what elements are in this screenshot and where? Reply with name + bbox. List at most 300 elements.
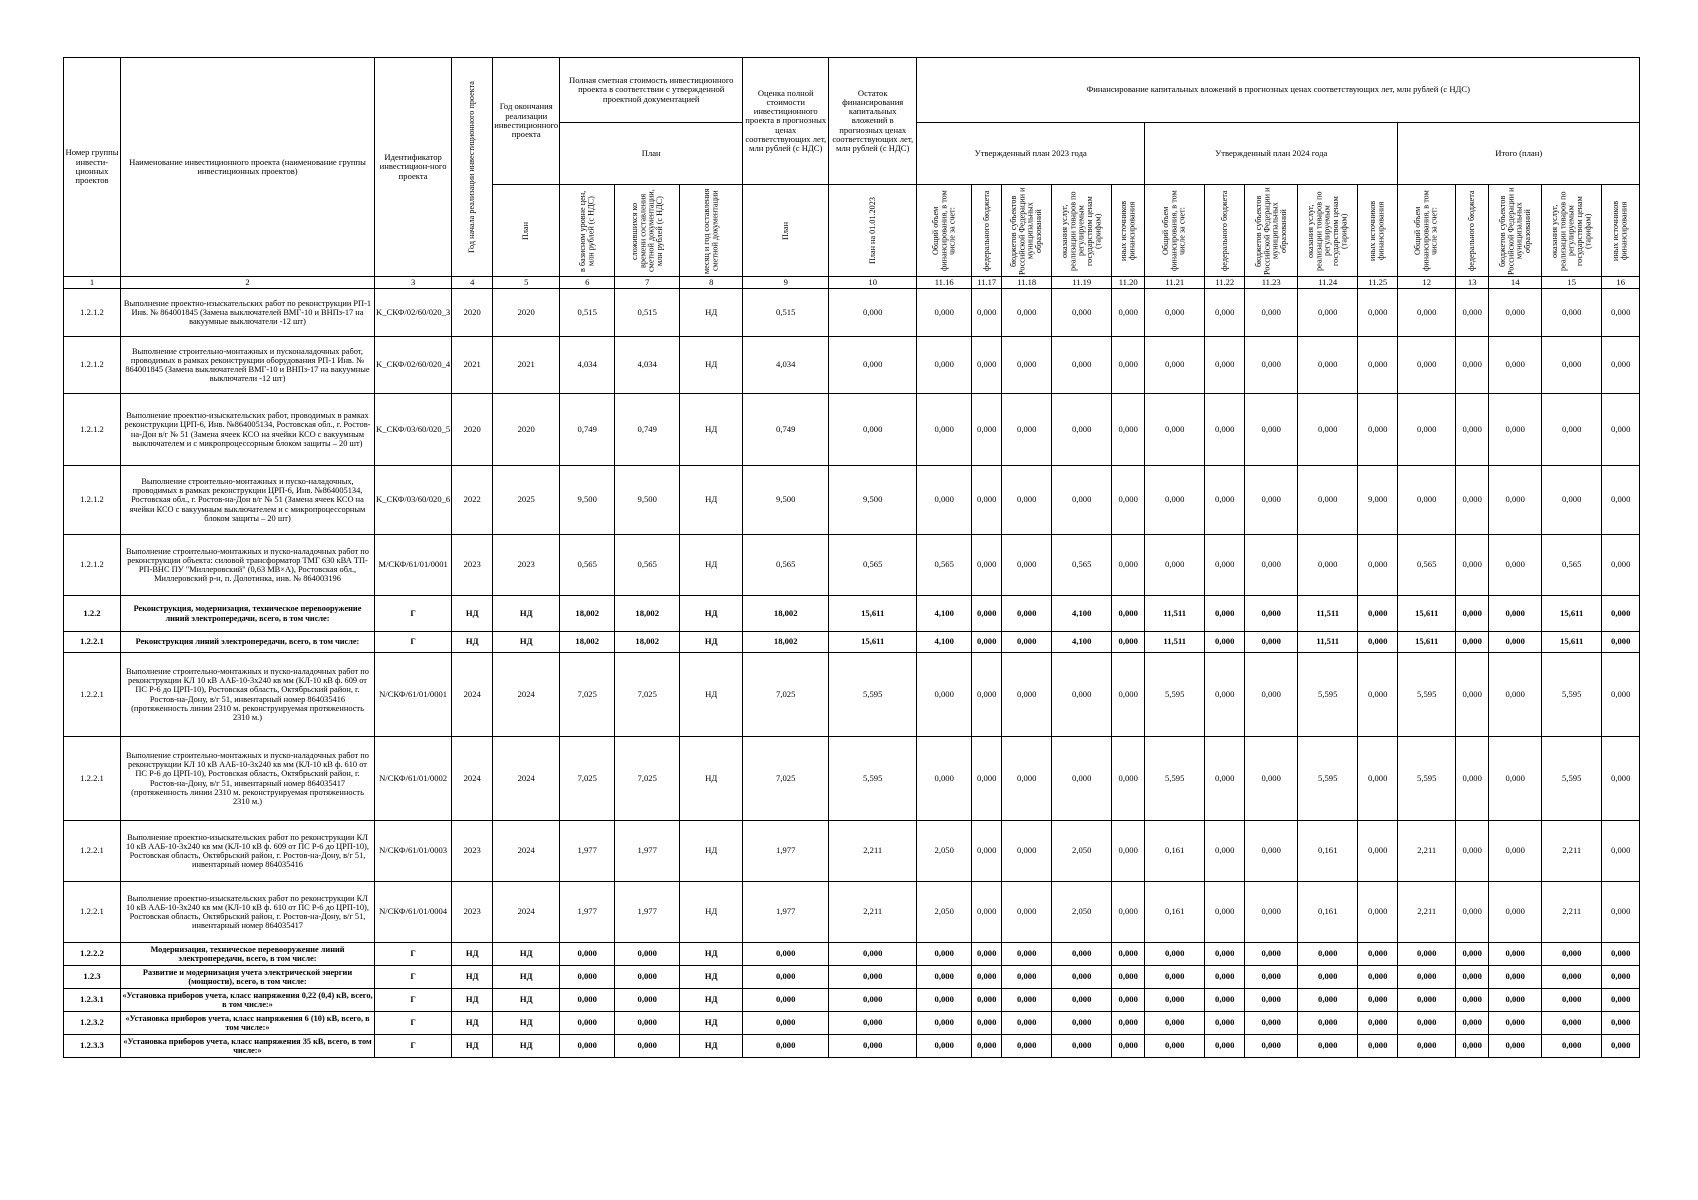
row-value-cell: 0,749 — [615, 394, 680, 466]
row-value-cell: 0,000 — [1002, 821, 1052, 882]
row-value-cell: НД — [680, 943, 743, 966]
row-value-cell: 1,977 — [743, 821, 829, 882]
row-value-cell: 0,000 — [1542, 1012, 1602, 1035]
row-value-cell: 0,000 — [1358, 966, 1398, 989]
row-value-cell: 2024 — [493, 737, 560, 821]
column-number: 11.18 — [1002, 277, 1052, 289]
header-id: Идентификатор инвестицион-ного проекта — [375, 58, 452, 277]
row-value-cell: 0,000 — [1112, 466, 1145, 535]
row-value-cell: 2023 — [452, 821, 493, 882]
row-value-cell: 0,000 — [829, 989, 917, 1012]
row-value-cell: 0,000 — [1245, 596, 1298, 632]
row-value-cell: 0,000 — [1145, 535, 1205, 596]
column-number: 4 — [452, 277, 493, 289]
row-value-cell: 0,000 — [1002, 394, 1052, 466]
row-value-cell: 15,611 — [829, 596, 917, 632]
row-value-cell: 0,000 — [1358, 632, 1398, 653]
row-value-cell: 2024 — [493, 821, 560, 882]
header-cost-base: в базисном уровне цен, млн рублей (с НДС) — [560, 185, 615, 277]
row-value-cell: 0,000 — [829, 1035, 917, 1058]
row-value-cell: 0,000 — [1205, 943, 1245, 966]
column-number: 11.23 — [1245, 277, 1298, 289]
row-value-cell: 11,511 — [1298, 596, 1358, 632]
row-value-cell: 0,000 — [1489, 289, 1542, 337]
row-value-cell: 0,000 — [972, 535, 1002, 596]
row-project-name: Выполнение строительно-монтажных и пуско-наладочных работ по реконструкции КЛ 10 кВ ААБ-10-3х240 кв мм (КЛ-10 кВ ф. 610 от ПС Р-6 до ЦРП-10), Ростовская область, Октябрьский район, г. Ростов-на-Дону, в/г 51, инвентарный номер 864035417 (протяженность линии 2310 м. реконструируемая протяженность 2310 м.) — [121, 737, 375, 821]
row-value-cell: 0,000 — [1602, 821, 1640, 882]
row-value-cell: 2020 — [452, 394, 493, 466]
table-row — [64, 1012, 1640, 1035]
row-value-cell: НД — [680, 466, 743, 535]
row-value-cell: 0,515 — [560, 289, 615, 337]
row-value-cell: 0,000 — [972, 289, 1002, 337]
row-value-cell: 18,002 — [615, 632, 680, 653]
row-value-cell: 0,000 — [829, 943, 917, 966]
row-value-cell: 0,000 — [1002, 966, 1052, 989]
row-value-cell: 0,000 — [1358, 882, 1398, 943]
row-group-number: 1.2.1.2 — [64, 337, 121, 394]
row-value-cell: 0,000 — [1245, 289, 1298, 337]
row-project-id: N/СКФ/61/01/0004 — [375, 882, 452, 943]
row-project-name: Развитие и модернизация учета электрической энергии (мощности), всего, в том числе: — [121, 966, 375, 989]
row-value-cell: 2,211 — [829, 821, 917, 882]
row-value-cell: 0,000 — [972, 989, 1002, 1012]
row-value-cell: 15,611 — [1398, 632, 1456, 653]
row-value-cell: 2,211 — [1542, 821, 1602, 882]
table-row — [64, 394, 1640, 466]
header-year-start: Год начала реализации инвестиционного проекта — [452, 58, 493, 277]
row-value-cell: 0,000 — [743, 966, 829, 989]
row-value-cell: 0,000 — [1052, 653, 1112, 737]
row-value-cell: 0,000 — [1456, 821, 1489, 882]
row-project-id: M/СКФ/61/01/0001 — [375, 535, 452, 596]
header-2024-total: Общий объем финансирования, в том числе за счет: — [1145, 185, 1205, 277]
row-value-cell: 0,000 — [1456, 966, 1489, 989]
row-value-cell: НД — [452, 966, 493, 989]
row-value-cell: НД — [493, 596, 560, 632]
row-value-cell: 0,000 — [1542, 337, 1602, 394]
row-value-cell: 0,000 — [1052, 943, 1112, 966]
column-number: 7 — [615, 277, 680, 289]
row-value-cell: 0,000 — [1112, 943, 1145, 966]
row-value-cell: 0,565 — [1052, 535, 1112, 596]
row-value-cell: 0,000 — [1602, 1035, 1640, 1058]
row-group-number: 1.2.2.1 — [64, 632, 121, 653]
row-value-cell: 11,511 — [1145, 632, 1205, 653]
row-value-cell: 0,000 — [1052, 337, 1112, 394]
row-value-cell: 9,500 — [560, 466, 615, 535]
header-year-end: Год окончания реализации инвестиционного проекта — [493, 58, 560, 185]
row-value-cell: 0,565 — [917, 535, 972, 596]
row-value-cell: 18,002 — [560, 632, 615, 653]
header-2024-regional: бюджетов субъектов Российской Федерации и муниципальных образований — [1245, 185, 1298, 277]
row-value-cell: НД — [680, 535, 743, 596]
header-total-regional: бюджетов субъектов Российской Федерации и муниципальных образований — [1489, 185, 1542, 277]
row-value-cell: 0,000 — [560, 943, 615, 966]
row-value-cell: 0,000 — [1245, 989, 1298, 1012]
row-project-id: Г — [375, 966, 452, 989]
row-value-cell: 0,000 — [1205, 1035, 1245, 1058]
row-value-cell: 0,000 — [829, 394, 917, 466]
row-project-id: Г — [375, 632, 452, 653]
row-value-cell: НД — [680, 632, 743, 653]
row-value-cell: 0,000 — [1398, 337, 1456, 394]
row-value-cell: 5,595 — [1398, 653, 1456, 737]
row-value-cell: НД — [452, 1035, 493, 1058]
row-value-cell: 0,000 — [972, 821, 1002, 882]
row-value-cell: НД — [493, 989, 560, 1012]
row-value-cell: 0,000 — [1245, 466, 1298, 535]
row-value-cell: 0,000 — [1145, 966, 1205, 989]
row-project-id: Г — [375, 943, 452, 966]
column-number: 11.20 — [1112, 277, 1145, 289]
row-value-cell: 0,000 — [1602, 653, 1640, 737]
column-number: 15 — [1542, 277, 1602, 289]
row-value-cell: 0,000 — [1298, 466, 1358, 535]
row-value-cell: 0,000 — [1602, 989, 1640, 1012]
row-value-cell: 2024 — [493, 653, 560, 737]
row-value-cell: 0,000 — [1245, 737, 1298, 821]
row-value-cell: 0,000 — [1456, 737, 1489, 821]
row-value-cell: 0,000 — [1602, 943, 1640, 966]
row-value-cell: НД — [680, 882, 743, 943]
row-value-cell: НД — [493, 966, 560, 989]
row-group-number: 1.2.1.2 — [64, 535, 121, 596]
row-group-number: 1.2.2.1 — [64, 882, 121, 943]
row-value-cell: 1,977 — [560, 821, 615, 882]
row-value-cell: 0,000 — [1245, 394, 1298, 466]
row-value-cell: 0,749 — [560, 394, 615, 466]
row-value-cell: 5,595 — [829, 653, 917, 737]
row-value-cell: 11,511 — [1298, 632, 1358, 653]
row-value-cell: 0,000 — [1052, 989, 1112, 1012]
row-value-cell: 4,034 — [615, 337, 680, 394]
row-value-cell: 0,000 — [1052, 966, 1112, 989]
row-value-cell: 0,000 — [1112, 289, 1145, 337]
row-value-cell: 0,000 — [1298, 1012, 1358, 1035]
row-value-cell: 0,000 — [1052, 289, 1112, 337]
row-value-cell: 5,595 — [1145, 653, 1205, 737]
row-value-cell: 7,025 — [560, 653, 615, 737]
row-group-number: 1.2.1.2 — [64, 466, 121, 535]
row-value-cell: 0,000 — [615, 943, 680, 966]
row-value-cell: 0,000 — [1205, 966, 1245, 989]
header-total-other: иных источников финансирования — [1602, 185, 1640, 277]
row-value-cell: 0,000 — [1358, 737, 1398, 821]
column-number: 12 — [1398, 277, 1456, 289]
row-value-cell: 0,000 — [1456, 653, 1489, 737]
header-estimate-plan: План — [743, 185, 829, 277]
row-value-cell: 0,000 — [1542, 466, 1602, 535]
row-value-cell: 0,000 — [1112, 737, 1145, 821]
row-value-cell: 0,000 — [1358, 289, 1398, 337]
row-value-cell: 0,000 — [743, 1012, 829, 1035]
row-value-cell: 0,000 — [1398, 289, 1456, 337]
row-value-cell: 0,000 — [1358, 1035, 1398, 1058]
row-value-cell: 2,050 — [1052, 882, 1112, 943]
row-value-cell: 2020 — [493, 394, 560, 466]
row-value-cell: 0,000 — [560, 1012, 615, 1035]
row-value-cell: 0,000 — [1602, 632, 1640, 653]
row-value-cell: 0,000 — [560, 989, 615, 1012]
row-project-name: «Установка приборов учета, класс напряжения 0,22 (0,4) кВ, всего, в том числе:» — [121, 989, 375, 1012]
row-value-cell: 0,000 — [1298, 989, 1358, 1012]
row-group-number: 1.2.2.1 — [64, 737, 121, 821]
row-value-cell: 0,000 — [1398, 1012, 1456, 1035]
row-value-cell: 0,000 — [1002, 989, 1052, 1012]
row-value-cell: 0,000 — [1145, 1035, 1205, 1058]
row-group-number: 1.2.3 — [64, 966, 121, 989]
row-value-cell: 15,611 — [1542, 632, 1602, 653]
row-value-cell: 2021 — [493, 337, 560, 394]
row-group-number: 1.2.1.2 — [64, 394, 121, 466]
row-value-cell: НД — [680, 653, 743, 737]
table-row — [64, 596, 1640, 632]
row-value-cell: НД — [493, 632, 560, 653]
row-value-cell: 0,000 — [1602, 1012, 1640, 1035]
row-value-cell: НД — [680, 737, 743, 821]
row-value-cell: 11,511 — [1145, 596, 1205, 632]
row-value-cell: НД — [452, 943, 493, 966]
row-value-cell: 0,000 — [1456, 989, 1489, 1012]
row-value-cell: НД — [452, 632, 493, 653]
header-plan-total: Итого (план) — [1398, 123, 1640, 185]
header-full-cost: Полная сметная стоимость инвестиционного проекта в соответствии с утвержденной проектной документацией — [560, 58, 743, 123]
row-value-cell: 0,000 — [1456, 1012, 1489, 1035]
header-2023-total: Общий объем финансирования, в том числе за счет: — [917, 185, 972, 277]
column-number: 1 — [64, 277, 121, 289]
row-project-id: K_СКФ/02/60/020_3 — [375, 289, 452, 337]
row-project-id: Г — [375, 989, 452, 1012]
row-value-cell: 7,025 — [615, 653, 680, 737]
row-value-cell: НД — [680, 966, 743, 989]
row-value-cell: 0,000 — [1245, 653, 1298, 737]
row-value-cell: 0,000 — [1002, 1035, 1052, 1058]
row-value-cell: 18,002 — [743, 596, 829, 632]
row-value-cell: 0,000 — [1398, 394, 1456, 466]
row-value-cell: 0,000 — [1205, 737, 1245, 821]
row-project-name: «Установка приборов учета, класс напряжения 6 (10) кВ, всего, в том числе:» — [121, 1012, 375, 1035]
row-value-cell: 0,000 — [1542, 289, 1602, 337]
column-number: 14 — [1489, 277, 1542, 289]
table-row — [64, 1035, 1640, 1058]
row-value-cell: 1,977 — [560, 882, 615, 943]
row-value-cell: 0,000 — [1002, 653, 1052, 737]
row-group-number: 1.2.2 — [64, 596, 121, 632]
row-value-cell: 0,000 — [1602, 737, 1640, 821]
row-project-name: Выполнение строительно-монтажных и пуско-наладочных, проводимых в рамках реконструкции ЦРП-6, Инв. №864005134, Ростовская обл., г. Ростов-на-Дон в/г № 51 (Замена ячеек КСО на ячейки КСО с вакуумным выключателем и с микропроцессорным блоком защиты – 20 шт) — [121, 466, 375, 535]
row-value-cell: 0,000 — [1245, 966, 1298, 989]
row-value-cell: 0,000 — [972, 1035, 1002, 1058]
row-value-cell: 0,000 — [1456, 596, 1489, 632]
row-value-cell: 0,000 — [1052, 466, 1112, 535]
table-row — [64, 653, 1640, 737]
row-value-cell: 0,000 — [1145, 466, 1205, 535]
row-value-cell: 0,000 — [1489, 596, 1542, 632]
row-value-cell: 2024 — [452, 737, 493, 821]
row-value-cell: 0,000 — [1298, 337, 1358, 394]
row-value-cell: 0,000 — [1002, 943, 1052, 966]
row-value-cell: 0,000 — [1602, 466, 1640, 535]
row-value-cell: 0,000 — [1205, 989, 1245, 1012]
row-value-cell: 0,000 — [917, 466, 972, 535]
row-value-cell: 0,000 — [560, 966, 615, 989]
header-2024-federal: федерального бюджета — [1205, 185, 1245, 277]
row-value-cell: 0,000 — [1358, 596, 1398, 632]
row-value-cell: 0,000 — [829, 337, 917, 394]
row-project-id: Г — [375, 1035, 452, 1058]
column-number: 11.21 — [1145, 277, 1205, 289]
column-number-row — [64, 277, 1640, 289]
row-value-cell: 0,000 — [1456, 1035, 1489, 1058]
row-value-cell: 5,595 — [1542, 737, 1602, 821]
row-value-cell: 0,000 — [1358, 943, 1398, 966]
header-group-no: Номер группы инвести-ционных проектов — [64, 58, 121, 277]
row-value-cell: 0,000 — [1002, 596, 1052, 632]
row-value-cell: 0,000 — [1298, 289, 1358, 337]
row-value-cell: 2,211 — [1398, 821, 1456, 882]
row-value-cell: 2023 — [493, 535, 560, 596]
row-value-cell: 0,000 — [829, 1012, 917, 1035]
row-value-cell: 2021 — [452, 337, 493, 394]
row-value-cell: 0,000 — [1489, 1012, 1542, 1035]
row-value-cell: 0,000 — [1298, 966, 1358, 989]
row-value-cell: 0,000 — [1358, 989, 1398, 1012]
row-value-cell: 4,100 — [917, 632, 972, 653]
row-value-cell: 0,000 — [1205, 653, 1245, 737]
row-value-cell: 15,611 — [1542, 596, 1602, 632]
row-value-cell: 2024 — [452, 653, 493, 737]
row-value-cell: 0,000 — [972, 466, 1002, 535]
row-value-cell: 18,002 — [560, 596, 615, 632]
row-value-cell: 0,000 — [1112, 596, 1145, 632]
row-value-cell: НД — [493, 1035, 560, 1058]
row-value-cell: 0,565 — [560, 535, 615, 596]
row-project-name: «Установка приборов учета, класс напряжения 35 кВ, всего, в том числе:» — [121, 1035, 375, 1058]
row-value-cell: 0,000 — [1205, 1012, 1245, 1035]
row-value-cell: 0,000 — [917, 653, 972, 737]
row-value-cell: 0,000 — [972, 737, 1002, 821]
row-value-cell: 7,025 — [615, 737, 680, 821]
row-value-cell: 0,000 — [1112, 882, 1145, 943]
table-row — [64, 989, 1640, 1012]
row-value-cell: 9,500 — [615, 466, 680, 535]
column-number: 6 — [560, 277, 615, 289]
header-2024-other: иных источников финансирования — [1358, 185, 1398, 277]
row-value-cell: 0,000 — [1542, 989, 1602, 1012]
row-value-cell: 0,000 — [829, 289, 917, 337]
column-number: 2 — [121, 277, 375, 289]
row-value-cell: 0,000 — [1489, 821, 1542, 882]
row-group-number: 1.2.3.3 — [64, 1035, 121, 1058]
row-value-cell: 0,000 — [1358, 535, 1398, 596]
row-value-cell: 0,000 — [917, 1035, 972, 1058]
row-value-cell: 0,000 — [1002, 337, 1052, 394]
row-value-cell: 0,000 — [615, 1035, 680, 1058]
row-value-cell: 5,595 — [829, 737, 917, 821]
row-value-cell: НД — [493, 1012, 560, 1035]
row-value-cell: НД — [680, 989, 743, 1012]
row-value-cell: 0,000 — [1489, 466, 1542, 535]
row-value-cell: 4,034 — [560, 337, 615, 394]
row-value-cell: 0,000 — [1112, 632, 1145, 653]
row-value-cell: 5,595 — [1298, 653, 1358, 737]
row-value-cell: 0,000 — [1205, 394, 1245, 466]
table-row — [64, 632, 1640, 653]
row-value-cell: 0,000 — [1358, 821, 1398, 882]
row-value-cell: 2024 — [493, 882, 560, 943]
row-value-cell: 0,000 — [1002, 632, 1052, 653]
row-value-cell: 0,565 — [1542, 535, 1602, 596]
row-value-cell: 0,000 — [1145, 989, 1205, 1012]
column-number: 16 — [1602, 277, 1640, 289]
row-value-cell: 0,161 — [1145, 821, 1205, 882]
row-project-name: Реконструкция линий электропередачи, всего, в том числе: — [121, 632, 375, 653]
row-project-id: N/СКФ/61/01/0002 — [375, 737, 452, 821]
row-value-cell: 5,595 — [1145, 737, 1205, 821]
row-project-id: N/СКФ/61/01/0003 — [375, 821, 452, 882]
row-value-cell: 2023 — [452, 882, 493, 943]
row-value-cell: НД — [680, 1035, 743, 1058]
row-value-cell: 0,000 — [972, 882, 1002, 943]
column-number: 11.16 — [917, 277, 972, 289]
row-value-cell: 0,000 — [972, 966, 1002, 989]
header-cost-current: сложившихся ко времени составления сметной документации, млн рублей (с НДС) — [615, 185, 680, 277]
row-value-cell: 1,977 — [743, 882, 829, 943]
row-value-cell: 0,000 — [972, 632, 1002, 653]
row-value-cell: 0,000 — [1002, 882, 1052, 943]
row-value-cell: 2,050 — [917, 882, 972, 943]
row-value-cell: 0,000 — [1489, 337, 1542, 394]
row-value-cell: 0,000 — [1456, 394, 1489, 466]
row-value-cell: 0,000 — [1112, 337, 1145, 394]
row-value-cell: 7,025 — [743, 737, 829, 821]
row-value-cell: 0,000 — [972, 596, 1002, 632]
row-value-cell: 0,000 — [1602, 337, 1640, 394]
row-value-cell: НД — [452, 596, 493, 632]
row-value-cell: 0,000 — [1602, 882, 1640, 943]
row-value-cell: 0,000 — [1398, 466, 1456, 535]
row-value-cell: 7,025 — [743, 653, 829, 737]
row-value-cell: 4,100 — [1052, 632, 1112, 653]
row-group-number: 1.2.2.1 — [64, 821, 121, 882]
row-value-cell: 0,000 — [1245, 1012, 1298, 1035]
row-value-cell: 0,000 — [1358, 1012, 1398, 1035]
row-value-cell: 0,000 — [1602, 966, 1640, 989]
row-value-cell: НД — [680, 289, 743, 337]
column-number: 11.22 — [1205, 277, 1245, 289]
table-row — [64, 821, 1640, 882]
investment-program-sheet — [63, 57, 1640, 1058]
row-value-cell: 0,565 — [615, 535, 680, 596]
header-2023-other: иных источников финансирования — [1112, 185, 1145, 277]
row-project-name: Выполнение строительно-монтажных и пусконаладочных работ, проводимых в рамках реконструкции оборудования РП-1 Инв. № 864001845 (Замена выключателей ВМГ-10 и ВНПз-17 на вакуумные выключатели -12 шт) — [121, 337, 375, 394]
row-value-cell: 0,000 — [1489, 989, 1542, 1012]
row-value-cell: 0,000 — [1489, 394, 1542, 466]
row-value-cell: 0,749 — [743, 394, 829, 466]
row-value-cell: 0,000 — [1602, 535, 1640, 596]
row-value-cell: 0,000 — [917, 737, 972, 821]
row-value-cell: 0,161 — [1145, 882, 1205, 943]
row-value-cell: 0,000 — [1145, 337, 1205, 394]
row-value-cell: 4,100 — [1052, 596, 1112, 632]
row-value-cell: 0,000 — [1542, 1035, 1602, 1058]
row-value-cell: 0,000 — [917, 943, 972, 966]
row-value-cell: 0,000 — [1456, 535, 1489, 596]
row-project-id: Г — [375, 1012, 452, 1035]
row-project-id: K_СКФ/03/60/020_5 — [375, 394, 452, 466]
table-row — [64, 337, 1640, 394]
